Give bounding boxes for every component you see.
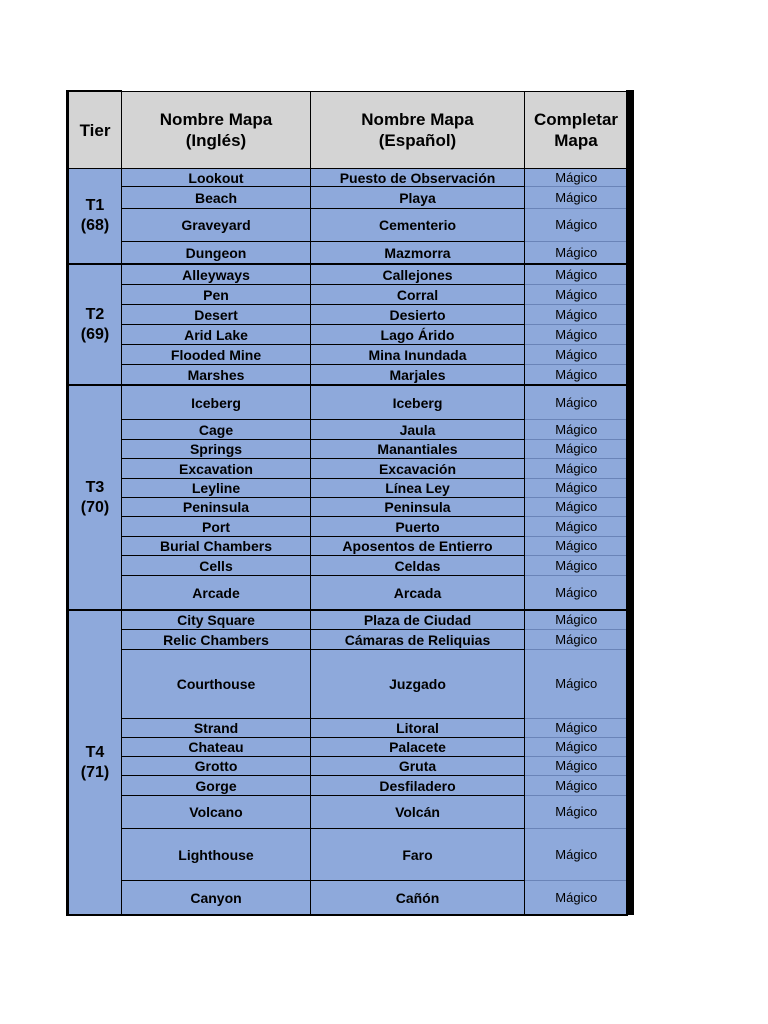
map-name-english: Dungeon <box>122 242 311 265</box>
table-row <box>68 187 628 209</box>
map-name-spanish: Desfiladero <box>311 776 525 796</box>
header-tier: Tier <box>68 91 122 169</box>
map-name-english: Arid Lake <box>122 325 311 345</box>
table-row <box>68 517 628 537</box>
map-name-english: Beach <box>122 187 311 209</box>
map-name-english: Springs <box>122 440 311 459</box>
map-completion: Mágico <box>525 610 628 630</box>
table-row <box>68 264 628 285</box>
map-completion: Mágico <box>525 757 628 776</box>
map-completion: Mágico <box>525 537 628 556</box>
map-name-spanish: Litoral <box>311 719 525 738</box>
map-completion: Mágico <box>525 796 628 829</box>
map-name-spanish: Peninsula <box>311 498 525 517</box>
map-name-english: Lighthouse <box>122 829 311 881</box>
map-name-english: Cage <box>122 420 311 440</box>
map-name-english: City Square <box>122 610 311 630</box>
header-complete: Completar Mapa <box>525 91 628 169</box>
map-completion: Mágico <box>525 242 628 265</box>
table-row <box>68 345 628 365</box>
map-completion: Mágico <box>525 881 628 916</box>
map-name-spanish: Playa <box>311 187 525 209</box>
map-name-spanish: Línea Ley <box>311 479 525 498</box>
map-completion: Mágico <box>525 459 628 479</box>
map-completion: Mágico <box>525 209 628 242</box>
map-completion: Mágico <box>525 719 628 738</box>
tier-label: T1 (68) <box>68 169 122 265</box>
table-row <box>68 365 628 386</box>
map-completion: Mágico <box>525 169 628 187</box>
map-name-spanish: Juzgado <box>311 650 525 719</box>
map-name-english: Excavation <box>122 459 311 479</box>
map-completion: Mágico <box>525 264 628 285</box>
map-name-spanish: Plaza de Ciudad <box>311 610 525 630</box>
map-name-english: Gorge <box>122 776 311 796</box>
map-name-spanish: Arcada <box>311 576 525 611</box>
map-completion: Mágico <box>525 365 628 386</box>
map-completion: Mágico <box>525 440 628 459</box>
map-table-grid <box>66 90 628 916</box>
map-completion: Mágico <box>525 517 628 537</box>
map-completion: Mágico <box>525 285 628 305</box>
table-row <box>68 285 628 305</box>
table-row <box>68 829 628 881</box>
header-spanish: Nombre Mapa (Español) <box>311 91 525 169</box>
map-name-spanish: Gruta <box>311 757 525 776</box>
map-table <box>66 90 634 916</box>
table-row <box>68 242 628 265</box>
map-name-spanish: Puesto de Observación <box>311 169 525 187</box>
map-name-english: Peninsula <box>122 498 311 517</box>
table-row <box>68 738 628 757</box>
map-completion: Mágico <box>525 576 628 611</box>
table-row <box>68 776 628 796</box>
map-completion: Mágico <box>525 325 628 345</box>
map-name-spanish: Excavación <box>311 459 525 479</box>
table-row <box>68 440 628 459</box>
map-name-english: Courthouse <box>122 650 311 719</box>
map-name-english: Volcano <box>122 796 311 829</box>
map-completion: Mágico <box>525 345 628 365</box>
map-completion: Mágico <box>525 738 628 757</box>
header-english: Nombre Mapa (Inglés) <box>122 91 311 169</box>
table-right-border <box>626 90 634 915</box>
table-row <box>68 209 628 242</box>
table-row <box>68 537 628 556</box>
map-name-spanish: Faro <box>311 829 525 881</box>
table-row <box>68 719 628 738</box>
table-row <box>68 420 628 440</box>
map-name-spanish: Corral <box>311 285 525 305</box>
table-row <box>68 576 628 611</box>
table-row <box>68 881 628 916</box>
map-name-english: Cells <box>122 556 311 576</box>
map-name-english: Leyline <box>122 479 311 498</box>
table-row <box>68 650 628 719</box>
map-name-spanish: Volcán <box>311 796 525 829</box>
map-completion: Mágico <box>525 498 628 517</box>
map-name-spanish: Cañón <box>311 881 525 916</box>
map-name-spanish: Cementerio <box>311 209 525 242</box>
map-name-spanish: Lago Árido <box>311 325 525 345</box>
map-name-english: Desert <box>122 305 311 325</box>
map-completion: Mágico <box>525 630 628 650</box>
map-name-spanish: Mazmorra <box>311 242 525 265</box>
map-name-spanish: Mina Inundada <box>311 345 525 365</box>
map-completion: Mágico <box>525 479 628 498</box>
table-row <box>68 556 628 576</box>
tier-label: T4 (71) <box>68 610 122 915</box>
map-name-english: Alleyways <box>122 264 311 285</box>
map-name-english: Burial Chambers <box>122 537 311 556</box>
map-name-english: Relic Chambers <box>122 630 311 650</box>
map-name-english: Canyon <box>122 881 311 916</box>
map-name-spanish: Aposentos de Entierro <box>311 537 525 556</box>
map-name-spanish: Manantiales <box>311 440 525 459</box>
table-row <box>68 757 628 776</box>
map-name-english: Pen <box>122 285 311 305</box>
map-name-english: Flooded Mine <box>122 345 311 365</box>
map-completion: Mágico <box>525 829 628 881</box>
map-name-spanish: Puerto <box>311 517 525 537</box>
map-name-english: Chateau <box>122 738 311 757</box>
map-name-english: Graveyard <box>122 209 311 242</box>
map-name-english: Strand <box>122 719 311 738</box>
map-name-english: Iceberg <box>122 385 311 420</box>
table-row <box>68 325 628 345</box>
map-completion: Mágico <box>525 420 628 440</box>
map-name-spanish: Iceberg <box>311 385 525 420</box>
table-row <box>68 385 628 420</box>
map-name-english: Arcade <box>122 576 311 611</box>
tier-label: T2 (69) <box>68 264 122 385</box>
table-row <box>68 796 628 829</box>
map-name-english: Grotto <box>122 757 311 776</box>
map-name-spanish: Callejones <box>311 264 525 285</box>
map-completion: Mágico <box>525 305 628 325</box>
table-row <box>68 630 628 650</box>
map-name-spanish: Palacete <box>311 738 525 757</box>
table-row <box>68 305 628 325</box>
map-completion: Mágico <box>525 187 628 209</box>
map-name-spanish: Jaula <box>311 420 525 440</box>
header-row <box>68 91 628 169</box>
tier-label: T3 (70) <box>68 385 122 610</box>
map-completion: Mágico <box>525 385 628 420</box>
table-row <box>68 498 628 517</box>
map-name-spanish: Marjales <box>311 365 525 386</box>
map-name-english: Lookout <box>122 169 311 187</box>
map-name-spanish: Desierto <box>311 305 525 325</box>
table-row <box>68 459 628 479</box>
map-completion: Mágico <box>525 776 628 796</box>
table-row <box>68 610 628 630</box>
map-name-english: Port <box>122 517 311 537</box>
map-name-spanish: Celdas <box>311 556 525 576</box>
map-name-english: Marshes <box>122 365 311 386</box>
table-row <box>68 169 628 187</box>
map-name-spanish: Cámaras de Reliquias <box>311 630 525 650</box>
table-row <box>68 479 628 498</box>
map-completion: Mágico <box>525 650 628 719</box>
map-table-body <box>68 169 628 916</box>
map-completion: Mágico <box>525 556 628 576</box>
